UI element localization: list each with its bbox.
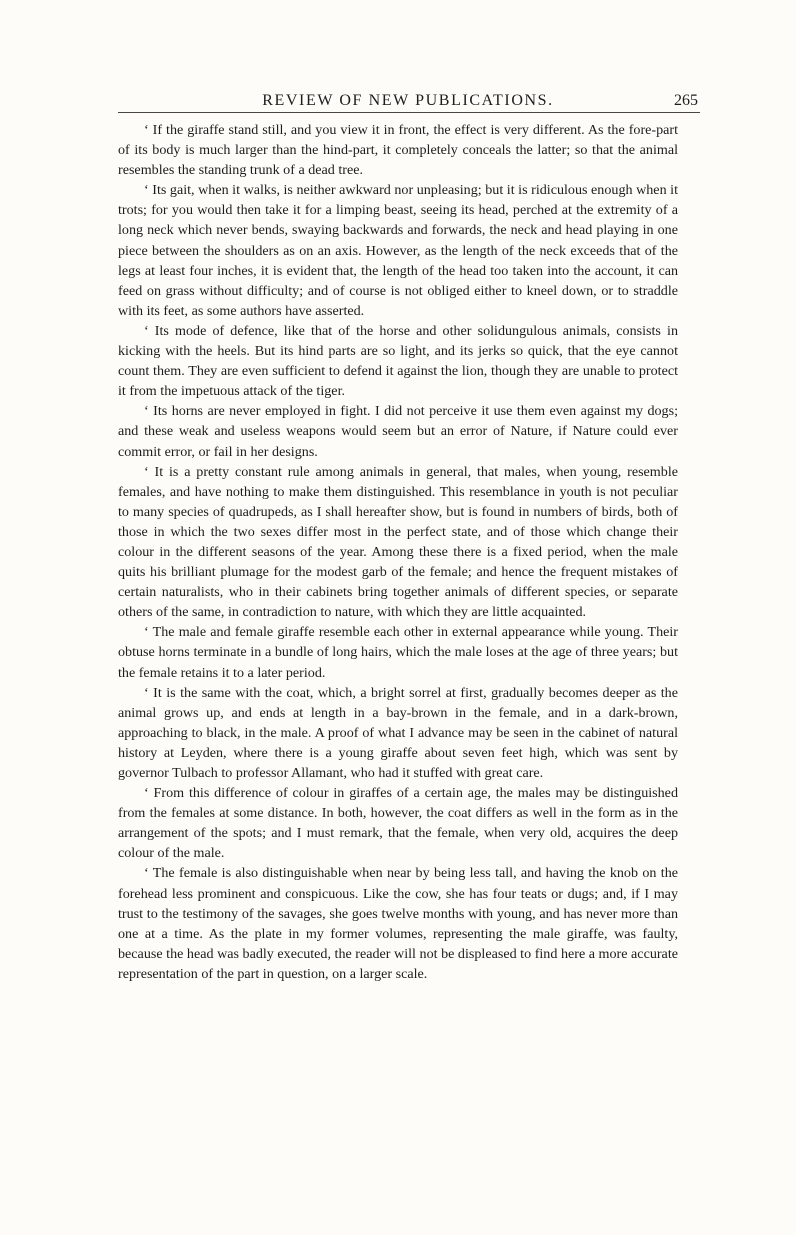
paragraph-2: ‘ Its gait, when it walks, is neither awkward nor unpleasing; but it is ridiculous enough when it trots; for you would then take it for a limping beast, seeing its head, perched at the extremity of a long neck which never bends, swaying backwards and forwards, the neck and head playing in one piece between the shoulders as on an axis. However, as the length of the neck exceeds that of the legs at least four inches, it is evident that, the length of the head too taken into the account, it can feed on grass without difficulty; and of course is not obliged either to kneel down, or to straddle with its feet, as some authors have asserted. <box>118 182 678 319</box>
page-number: 265 <box>674 92 698 109</box>
paragraph-4: ‘ Its horns are never employed in fight. I did not perceive it use them even against my dogs; and these weak and useless weapons would seem but an error of Nature, if Nature could ever commit error, or fail in her designs. <box>118 403 678 460</box>
running-title: REVIEW OF NEW PUBLICATIONS. <box>262 92 554 109</box>
paragraph-6: ‘ The male and female giraffe resemble each other in external appearance while young. Their obtuse horns terminate in a bundle of long hairs, which the male loses at the age of three years; but the female retains it to a later period. <box>118 624 678 681</box>
paragraph-8: ‘ From this difference of colour in giraffes of a certain age, the males may be distinguished from the females at some distance. In both, however, the coat differs as well in the form as in the arrangement of the spots; and I must remark, that the female, when very old, acquires the deep colour of the male. <box>118 785 678 862</box>
paragraph-7: ‘ It is the same with the coat, which, a bright sorrel at first, gradually becomes deeper as the animal grows up, and ends at length in a bay-brown in the female, and in a dark-brown, approaching to black, in the male. A proof of what I advance may be seen in the cabinet of natural history at Leyden, where there is a young giraffe about seven feet high, which was sent by governor Tulbach to professor Allamant, who had it stuffed with great care. <box>118 684 678 781</box>
header-rule <box>118 112 700 113</box>
paragraph-5: ‘ It is a pretty constant rule among animals in general, that males, when young, resemble females, and have nothing to make them distinguished. This resemblance in youth is not peculiar to many species of quadrupeds, as I shall hereafter show, but is found in numbers of birds, both of those in which the two sexes differ most in the perfect state, and of those which change their colour in the different seasons of the year. Among these there is a fixed period, when the male quits his brilliant plumage for the modest garb of the female; and hence the frequent mistakes of certain naturalists, who in their cabinets bring together animals of different species, or separate others of the same, in contradiction to nature, with which they are little acquainted. <box>118 463 678 621</box>
paragraph-9: ‘ The female is also distinguishable when near by being less tall, and having the knob on the forehead less prominent and conspicuous. Like the cow, she has four teats or dugs; and, if I may trust to the testimony of the savages, she goes twelve months with young, and has never more than one at a time. As the plate in my former volumes, representing the male giraffe, was faulty, because the head was badly executed, the reader will not be displeased to find here a more accurate representation of the part in question, on a larger scale. <box>118 865 678 982</box>
body-text <box>118 120 678 984</box>
paragraph-1: ‘ If the giraffe stand still, and you view it in front, the effect is very different. As the fore-part of its body is much larger than the hind-part, it completely conceals the latter; so that the animal resembles the standing trunk of a dead tree. <box>118 122 678 179</box>
paragraph-3: ‘ Its mode of defence, like that of the horse and other solidungulous animals, consists in kicking with the heels. But its hind parts are so light, and its jerks so quick, that the eye cannot count them. They are even sufficient to defend it against the lion, though they are unable to protect it from the impetuous attack of the tiger. <box>118 322 678 400</box>
running-header <box>118 92 698 114</box>
